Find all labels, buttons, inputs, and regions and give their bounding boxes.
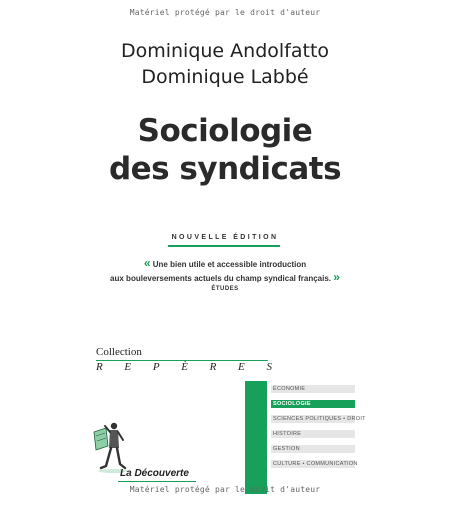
edition-label: NOUVELLE ÉDITION — [171, 234, 279, 241]
theme-item: GESTION — [271, 445, 355, 453]
series-letter: R — [96, 361, 103, 373]
theme-item-active: SOCIOLOGIE — [271, 400, 355, 408]
publisher-name: La Découverte — [120, 468, 189, 479]
quote-text: Une bien utile et accessible introduction — [152, 260, 307, 269]
authors — [0, 38, 450, 90]
edition-underline — [168, 245, 280, 247]
series-letter: È — [181, 361, 188, 373]
quote-text: aux bouleversements actuels du champ syndical français. — [110, 274, 332, 283]
copyright-watermark-bottom: Matériel protégé par le droit d'auteur — [129, 485, 321, 494]
quote-open-mark: « — [143, 256, 151, 270]
author-name: Dominique Andolfatto — [120, 40, 330, 62]
theme-list — [271, 385, 366, 475]
series-name — [96, 361, 272, 373]
quote-source: ÉTUDES — [211, 286, 239, 292]
series-letter: E — [238, 361, 245, 373]
series-letter: R — [209, 361, 217, 373]
collection-label: Collection — [96, 346, 142, 358]
theme-item: CULTURE • COMMUNICATION — [273, 461, 358, 467]
author-name: Dominique Labbé — [141, 66, 309, 88]
theme-item: ÉCONOMIE — [271, 385, 355, 393]
green-band — [245, 381, 267, 494]
series-letter: E — [124, 361, 132, 373]
publisher-underline — [118, 481, 196, 482]
quote-line — [0, 257, 450, 271]
theme-item: HISTOIRE — [271, 430, 355, 438]
quote-line — [0, 271, 450, 285]
series-letter: P — [152, 361, 160, 373]
title-line: Sociologie — [137, 113, 313, 149]
book-title — [0, 112, 450, 188]
title-line: des syndicats — [108, 151, 342, 187]
press-quote — [0, 257, 450, 285]
quote-close-mark: » — [333, 270, 340, 284]
series-letter: S — [266, 361, 272, 373]
copyright-watermark-top: Matériel protégé par le droit d'auteur — [129, 8, 321, 17]
theme-item: SCIENCES POLITIQUES • DROIT — [273, 416, 366, 422]
